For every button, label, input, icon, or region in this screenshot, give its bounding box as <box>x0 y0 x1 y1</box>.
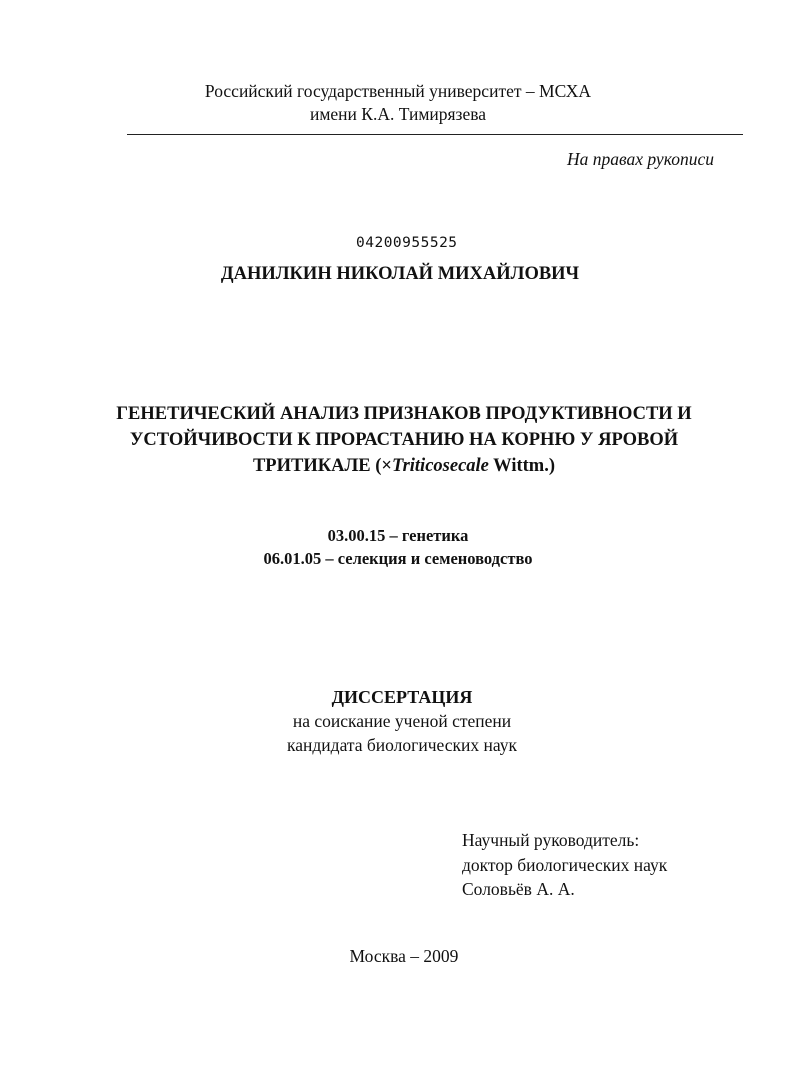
supervisor-block <box>462 828 667 902</box>
city-year <box>0 945 796 967</box>
thesis-title-line-2: УСТОЙЧИВОСТИ К ПРОРАСТАНИЮ НА КОРНЮ У ЯРОВОЙ <box>129 430 679 450</box>
city-year-text: Москва – 2009 <box>349 946 459 966</box>
degree-name: кандидата биологических наук <box>287 735 517 755</box>
thesis-title-line-3 <box>6 453 796 479</box>
university-name: Российский государственный университет – МСХА <box>204 81 592 101</box>
thesis-title <box>0 401 796 479</box>
thesis-title-line-1: ГЕНЕТИЧЕСКИЙ АНАЛИЗ ПРИЗНАКОВ ПРОДУКТИВНОСТИ И <box>116 404 692 424</box>
scientific-name: Triticosecale <box>391 456 489 476</box>
specialty-breeding: 06.01.05 – селекция и семеноводство <box>263 549 533 568</box>
rights-note: На правах рукописи <box>567 149 714 169</box>
supervisor-label: Научный руководитель: <box>462 830 640 850</box>
thesis-title-line-3-prefix: ТРИТИКАЛЕ (× <box>252 456 392 476</box>
degree-purpose: на соискание ученой степени <box>292 711 512 731</box>
university-header <box>0 80 796 126</box>
dissertation-block <box>0 685 796 757</box>
author-name-text: ДАНИЛКИН НИКОЛАЙ МИХАЙЛОВИЧ <box>220 264 580 284</box>
supervisor-degree: доктор биологических наук <box>462 854 668 875</box>
catalog-number: 04200955525 <box>356 235 458 251</box>
header-divider <box>127 134 743 135</box>
dissertation-heading: ДИССЕРТАЦИЯ <box>331 687 473 707</box>
specialty-codes <box>0 524 796 570</box>
supervisor-name: Соловьёв А. А. <box>462 879 575 899</box>
thesis-title-line-3-suffix: Wittm.) <box>488 456 556 476</box>
university-named-after: имени К.А. Тимирязева <box>309 104 487 124</box>
specialty-genetics: 03.00.15 – генетика <box>327 526 469 545</box>
author-name <box>0 262 796 286</box>
